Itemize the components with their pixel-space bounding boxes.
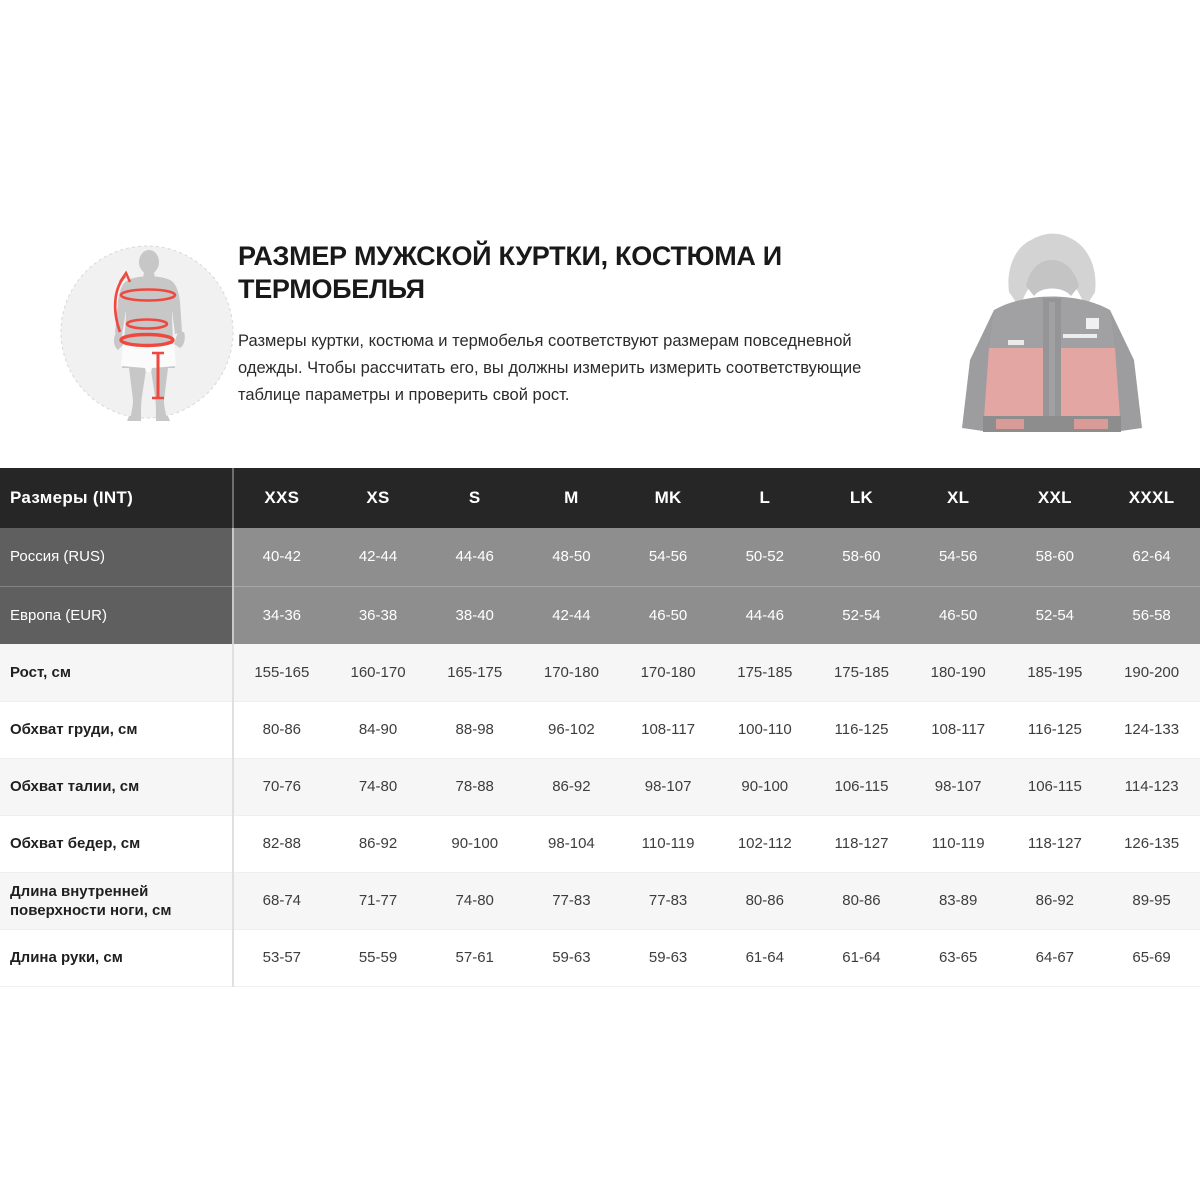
size-table [0, 468, 1200, 987]
size-cell: 54-56 [938, 548, 978, 566]
column-header: M [564, 488, 579, 507]
jacket-shapes [962, 234, 1142, 432]
size-cell: 46-50 [620, 586, 717, 644]
size-cell: 59-63 [523, 929, 620, 986]
table-body [0, 528, 1200, 986]
size-cell: 74-80 [426, 872, 523, 929]
size-cell: 106-115 [1007, 758, 1104, 815]
body-measurement-diagram-icon [60, 240, 234, 424]
size-cell: 71-77 [330, 872, 427, 929]
row-label: Россия (RUS) [0, 528, 233, 586]
size-cell: 80-86 [813, 872, 910, 929]
size-cell: 106-115 [813, 758, 910, 815]
row-label: Европа (EUR) [0, 586, 233, 644]
size-cell: 50-52 [745, 548, 784, 566]
size-cell: 90-100 [716, 758, 813, 815]
column-header: XXXL [1128, 488, 1175, 507]
size-cell: 175-185 [716, 644, 813, 701]
size-cell: 86-92 [1007, 872, 1104, 929]
size-cell: 160-170 [330, 644, 427, 701]
size-cell: 86-92 [523, 758, 620, 815]
size-cell: 77-83 [620, 872, 717, 929]
row-label: Обхват талии, см [0, 758, 233, 815]
size-cell: 40-42 [262, 548, 302, 566]
size-cell: 63-65 [910, 929, 1007, 986]
size-cell: 70-76 [233, 758, 330, 815]
size-cell: 61-64 [813, 929, 910, 986]
size-cell: 108-117 [620, 701, 717, 758]
row-label: Длина руки, см [0, 929, 233, 986]
row-label: Рост, см [0, 644, 233, 701]
size-cell: 84-90 [330, 701, 427, 758]
size-cell: 68-74 [233, 872, 330, 929]
table-header-row [0, 468, 1200, 528]
size-cell: 42-44 [358, 548, 398, 566]
size-cell: 96-102 [523, 701, 620, 758]
hero-section [0, 228, 1200, 468]
size-cell: 59-63 [620, 929, 717, 986]
size-cell: 100-110 [716, 701, 813, 758]
column-header: XXL [1037, 488, 1072, 507]
table-row [0, 929, 1200, 986]
size-cell: 88-98 [426, 701, 523, 758]
size-cell: 80-86 [716, 872, 813, 929]
table-row [0, 872, 1200, 929]
page-description: Размеры куртки, костюма и термобелья соответствуют размерам повседневной одежды. Чтобы рассчитать его, вы должны измерить измерить соответствующие таблице параметры и проверить свой рост. [238, 332, 862, 404]
size-cell: 52-54 [1007, 586, 1104, 644]
size-cell: 170-180 [523, 644, 620, 701]
size-cell: 61-64 [716, 929, 813, 986]
size-cell: 110-119 [620, 815, 717, 872]
size-cell: 58-60 [842, 548, 881, 566]
size-cell: 74-80 [330, 758, 427, 815]
size-cell: 118-127 [1007, 815, 1104, 872]
size-cell: 90-100 [426, 815, 523, 872]
size-cell: 58-60 [1035, 548, 1075, 566]
size-cell: 110-119 [910, 815, 1007, 872]
size-cell: 98-107 [620, 758, 717, 815]
size-cell: 80-86 [233, 701, 330, 758]
size-cell: 185-195 [1007, 644, 1104, 701]
column-header: S [468, 488, 481, 507]
size-cell: 98-107 [910, 758, 1007, 815]
size-cell: 38-40 [426, 586, 523, 644]
table-row [0, 528, 1200, 586]
size-cell: 82-88 [233, 815, 330, 872]
size-cell: 34-36 [233, 586, 330, 644]
page-title: РАЗМЕР МУЖСКОЙ КУРТКИ, КОСТЮМА И ТЕРМОБЕЛЬЯ [238, 241, 782, 304]
size-cell: 77-83 [523, 872, 620, 929]
table-row [0, 586, 1200, 644]
size-cell: 54-56 [648, 548, 688, 566]
size-cell: 46-50 [910, 586, 1007, 644]
size-cell: 48-50 [552, 548, 591, 566]
size-cell: 62-64 [1132, 548, 1171, 566]
table-row [0, 644, 1200, 701]
column-header: XXS [264, 488, 300, 507]
row-label: Обхват груди, см [0, 701, 233, 758]
size-cell: 180-190 [910, 644, 1007, 701]
size-cell: 56-58 [1103, 586, 1200, 644]
size-cell: 55-59 [330, 929, 427, 986]
hero-text-block [238, 240, 928, 409]
size-cell: 36-38 [330, 586, 427, 644]
size-cell: 89-95 [1103, 872, 1200, 929]
column-header: L [759, 488, 771, 507]
size-cell: 102-112 [716, 815, 813, 872]
size-cell: 53-57 [233, 929, 330, 986]
table-row [0, 815, 1200, 872]
size-cell: 116-125 [813, 701, 910, 758]
size-cell: 64-67 [1007, 929, 1104, 986]
column-header: MK [654, 488, 682, 507]
size-cell: 65-69 [1103, 929, 1200, 986]
size-cell: 57-61 [426, 929, 523, 986]
size-cell: 126-135 [1103, 815, 1200, 872]
jacket-image [936, 228, 1168, 468]
size-cell: 118-127 [813, 815, 910, 872]
size-cell: 44-46 [455, 548, 494, 566]
size-cell: 108-117 [910, 701, 1007, 758]
table-row [0, 701, 1200, 758]
size-cell: 170-180 [620, 644, 717, 701]
table-row [0, 758, 1200, 815]
size-cell: 83-89 [910, 872, 1007, 929]
size-cell: 86-92 [330, 815, 427, 872]
size-cell: 44-46 [716, 586, 813, 644]
column-header: XS [366, 488, 390, 507]
size-cell: 78-88 [426, 758, 523, 815]
size-cell: 116-125 [1007, 701, 1104, 758]
row-label: Обхват бедер, см [0, 815, 233, 872]
size-cell: 114-123 [1103, 758, 1200, 815]
size-cell: 155-165 [233, 644, 330, 701]
size-cell: 98-104 [523, 815, 620, 872]
size-cell: 165-175 [426, 644, 523, 701]
corner-header: Размеры (INT) [0, 468, 233, 528]
size-cell: 190-200 [1103, 644, 1200, 701]
column-header: XL [946, 488, 970, 507]
size-cell: 52-54 [813, 586, 910, 644]
row-label: Длина внутренней поверхности ноги, см [0, 872, 233, 929]
size-cell: 175-185 [813, 644, 910, 701]
column-header: LK [849, 488, 874, 507]
size-cell: 124-133 [1103, 701, 1200, 758]
size-cell: 42-44 [523, 586, 620, 644]
